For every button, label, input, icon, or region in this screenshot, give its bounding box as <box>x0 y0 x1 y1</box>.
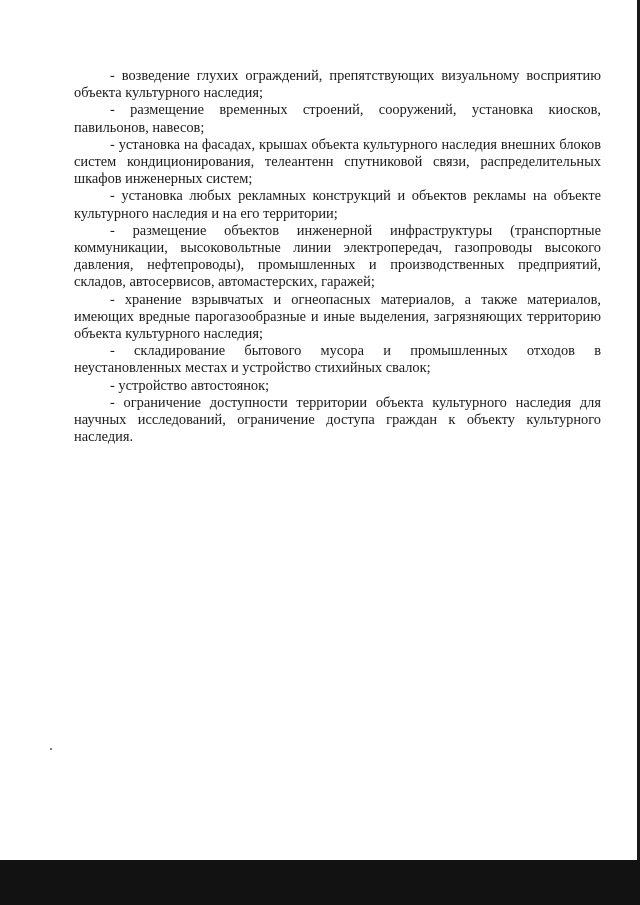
list-item: - ограничение доступности территории объекта культурного наследия для научных исследований, ограничение доступа граждан к объекту культурного наследия. <box>74 394 601 446</box>
scan-bottom-border <box>0 860 640 905</box>
list-item: - размещение объектов инженерной инфраструктуры (транспортные коммуникации, высоковольтные линии электропередач, газопроводы высокого давления, нефтепроводы), промышленных и производственных предприятий, складов, автосервисов, автомастерских, гаражей; <box>74 222 601 291</box>
list-item: - размещение временных строений, сооружений, установка киосков, павильонов, навесов; <box>74 102 601 136</box>
list-item: - складирование бытового мусора и промышленных отходов в неустановленных местах и устройство стихийных свалок; <box>74 343 601 377</box>
list-item: - устройство автостоянок; <box>110 377 270 394</box>
scan-speck <box>50 748 52 750</box>
list-item: - установка на фасадах, крышах объекта культурного наследия внешних блоков систем кондиционирования, телеантенн спутниковой связи, распределительных шкафов инженерных систем; <box>74 136 601 188</box>
list-item: - установка любых рекламных конструкций и объектов рекламы на объекте культурного наследия и на его территории; <box>74 188 601 222</box>
restrictions-list <box>74 68 601 446</box>
list-item: - хранение взрывчатых и огнеопасных материалов, а также материалов, имеющих вредные парогазообразные и иные выделения, загрязняющих территорию объекта культурного наследия; <box>74 291 601 343</box>
list-item: - возведение глухих ограждений, препятствующих визуальному восприятию объекта культурного наследия; <box>74 68 601 102</box>
